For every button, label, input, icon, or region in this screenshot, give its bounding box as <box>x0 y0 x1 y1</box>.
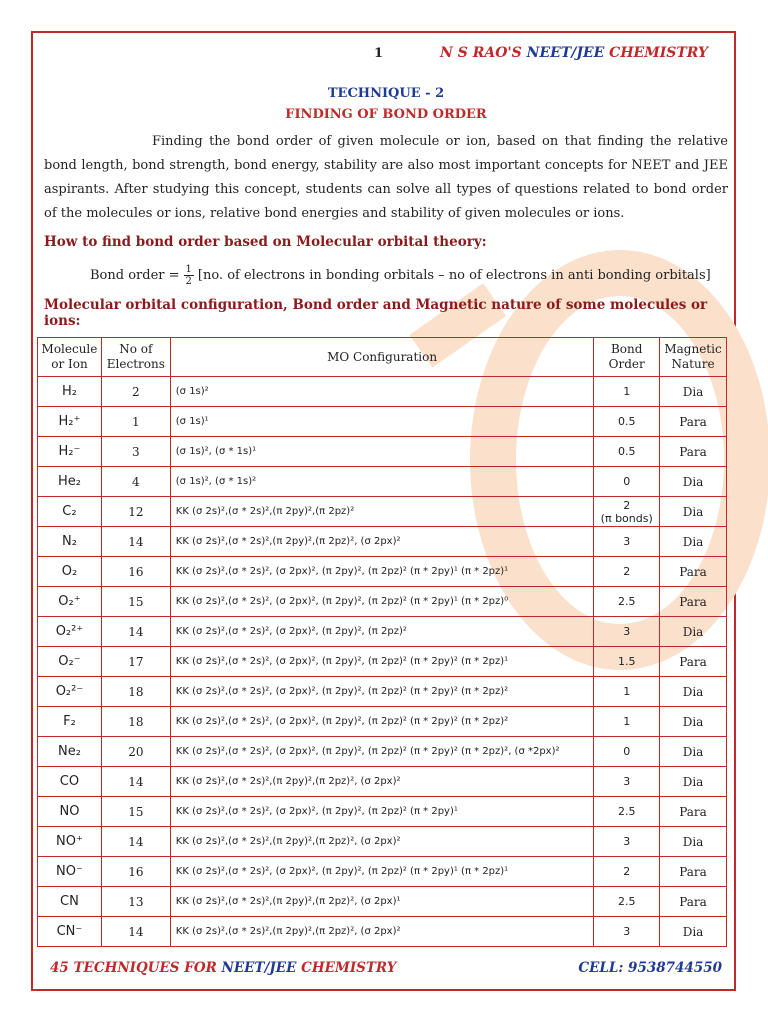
mo-configuration-cell-text: KK (σ 2s)²,(σ * 2s)², (σ 2px)², (π 2py)², (π 2pz)² (π * 2py)² (π * 2pz)² <box>175 716 509 727</box>
magnetic-nature-cell-text: Para <box>679 864 707 879</box>
table-row <box>38 557 727 587</box>
electrons-cell <box>101 917 170 947</box>
mo-table <box>37 337 727 947</box>
electrons-cell-text: 14 <box>128 534 144 549</box>
electrons-cell <box>101 527 170 557</box>
species-cell-text: Ne₂ <box>57 744 81 759</box>
electrons-cell <box>101 437 170 467</box>
magnetic-nature-cell <box>660 557 727 587</box>
mo-configuration-cell-text: KK (σ 2s)²,(σ * 2s)², (σ 2px)², (π 2py)², (π 2pz)² (π * 2py)² (π * 2pz)² <box>175 686 509 697</box>
species-cell <box>38 497 102 527</box>
table-row <box>38 737 727 767</box>
electrons-cell-text: 15 <box>128 804 144 819</box>
magnetic-nature-cell-text: Dia <box>682 744 704 759</box>
electrons-cell-text: 2 <box>132 384 140 399</box>
mo-configuration-cell-text: (σ 1s)¹ <box>175 416 209 427</box>
species-cell <box>38 707 102 737</box>
magnetic-nature-cell-text: Para <box>679 564 707 579</box>
magnetic-nature-cell-text: Dia <box>682 504 704 519</box>
mo-configuration-cell-text: KK (σ 2s)²,(σ * 2s)², (σ 2px)², (π 2py)², (π 2pz)² (π * 2py)¹ (π * 2pz)⁰ <box>175 596 509 607</box>
mo-configuration-cell <box>170 377 594 407</box>
mo-configuration-cell <box>170 467 594 497</box>
page-header <box>44 40 728 68</box>
species-cell-text: O₂²⁻ <box>55 684 84 699</box>
magnetic-nature-cell-text: Para <box>679 594 707 609</box>
bond-order-cell-text: 3 <box>623 775 631 788</box>
electrons-cell <box>101 407 170 437</box>
species-cell <box>38 737 102 767</box>
magnetic-nature-cell <box>660 917 727 947</box>
mo-configuration-cell-text: KK (σ 2s)²,(σ * 2s)², (σ 2px)², (π 2py)², (π 2pz)² (π * 2py)² (π * 2pz)¹ <box>175 656 509 667</box>
species-cell-text: NO⁻ <box>56 864 83 879</box>
mo-configuration-cell <box>170 797 594 827</box>
formula-fraction <box>184 264 194 287</box>
bond-order-cell <box>594 737 660 767</box>
bond-order-cell-text: 1 <box>623 715 631 728</box>
bond-order-cell <box>594 677 660 707</box>
magnetic-nature-cell <box>660 437 727 467</box>
bond-order-cell <box>594 797 660 827</box>
electrons-cell-text: 16 <box>128 864 144 879</box>
section-heading-table: Molecular orbital configuration, Bond order and Magnetic nature of some molecules or ions: <box>44 297 708 329</box>
footer-red-2: CHEMISTRY <box>296 960 397 976</box>
electrons-cell <box>101 737 170 767</box>
bond-order-cell-text: 2 <box>623 565 631 578</box>
formula-rhs: [no. of electrons in bonding orbitals – no of electrons in anti bonding orbitals] <box>197 268 711 283</box>
table-body <box>38 377 727 947</box>
bond-order-cell <box>594 527 660 557</box>
electrons-cell-text: 12 <box>128 504 144 519</box>
magnetic-nature-cell-text: Dia <box>682 384 704 399</box>
table-row <box>38 497 727 527</box>
fraction-numerator: 1 <box>185 264 192 275</box>
magnetic-nature-cell <box>660 617 727 647</box>
species-cell-text: N₂ <box>61 534 77 549</box>
magnetic-nature-cell <box>660 407 727 437</box>
brand-red-2: CHEMISTRY <box>604 45 708 61</box>
species-cell-text: CN⁻ <box>56 924 83 939</box>
mo-configuration-cell <box>170 887 594 917</box>
magnetic-nature-cell <box>660 497 727 527</box>
mo-configuration-cell <box>170 557 594 587</box>
mo-configuration-cell <box>170 617 594 647</box>
magnetic-nature-cell <box>660 797 727 827</box>
bond-order-cell-text: 1.5 <box>617 655 636 668</box>
mo-configuration-cell <box>170 407 594 437</box>
intro-paragraph: Finding the bond order of given molecule or ion, based on that finding the relative bond length, bond strength, bond energy, stability are also most important concepts for NEET and JEE aspirants. After studying this concept, students can solve all types of questions related to bond order of the molecules or ions, relative bond energies and stability of given molecules or ions. <box>44 134 728 221</box>
header-electrons: No of Electrons <box>101 338 170 377</box>
species-cell <box>38 557 102 587</box>
mo-configuration-cell-text: (σ 1s)² <box>175 386 209 397</box>
mo-configuration-cell-text: KK (σ 2s)²,(σ * 2s)², (σ 2px)², (π 2py)², (π 2pz)² (π * 2py)¹ <box>175 806 458 817</box>
species-cell <box>38 797 102 827</box>
mo-configuration-cell <box>170 857 594 887</box>
electrons-cell-text: 20 <box>128 744 144 759</box>
species-cell-text: C₂ <box>62 504 77 519</box>
electrons-cell-text: 16 <box>128 564 144 579</box>
bond-order-cell-text: 2.5 <box>617 595 636 608</box>
page-footer <box>50 960 722 976</box>
magnetic-nature-cell-text: Para <box>679 414 707 429</box>
species-cell <box>38 857 102 887</box>
species-cell-text: F₂ <box>63 714 76 729</box>
mo-configuration-cell-text: KK (σ 2s)²,(σ * 2s)²,(π 2py)²,(π 2pz)², (σ 2px)² <box>175 776 401 787</box>
electrons-cell-text: 18 <box>128 684 144 699</box>
electrons-cell <box>101 707 170 737</box>
magnetic-nature-cell-text: Dia <box>682 924 704 939</box>
bond-order-note: (π bonds) <box>600 511 653 525</box>
magnetic-nature-cell-text: Dia <box>682 714 704 729</box>
mo-configuration-cell-text: (σ 1s)², (σ * 1s)² <box>175 476 257 487</box>
technique-title: TECHNIQUE - 2 <box>327 86 445 101</box>
electrons-cell <box>101 827 170 857</box>
magnetic-nature-cell <box>660 707 727 737</box>
table-row <box>38 437 727 467</box>
brand-red: N S RAO'S <box>440 45 527 61</box>
species-cell <box>38 767 102 797</box>
mo-configuration-cell <box>170 737 594 767</box>
section-heading-method: How to find bond order based on Molecular orbital theory: <box>44 234 487 250</box>
electrons-cell <box>101 587 170 617</box>
electrons-cell-text: 14 <box>128 774 144 789</box>
bond-order-cell <box>594 827 660 857</box>
bond-order-cell-text: 0 <box>623 475 631 488</box>
bond-order-cell <box>594 557 660 587</box>
magnetic-nature-cell-text: Dia <box>682 684 704 699</box>
electrons-cell <box>101 767 170 797</box>
mo-configuration-cell-text: KK (σ 2s)²,(σ * 2s)²,(π 2py)²,(π 2pz)², (σ 2px)² <box>175 836 401 847</box>
electrons-cell <box>101 857 170 887</box>
electrons-cell <box>101 647 170 677</box>
magnetic-nature-cell <box>660 587 727 617</box>
bond-order-cell-text: 3 <box>623 535 631 548</box>
mo-configuration-cell <box>170 707 594 737</box>
bond-order-cell-text: 2.5 <box>617 895 636 908</box>
magnetic-nature-cell <box>660 767 727 797</box>
bond-order-cell <box>594 587 660 617</box>
bond-order-cell <box>594 767 660 797</box>
bond-order-cell-text: 3 <box>623 925 631 938</box>
bond-order-cell-text: 3 <box>623 625 631 638</box>
header-molecule: Molecule or Ion <box>38 338 102 377</box>
magnetic-nature-cell <box>660 677 727 707</box>
mo-configuration-cell-text: KK (σ 2s)²,(σ * 2s)²,(π 2py)²,(π 2pz)², (σ 2px)² <box>175 536 401 547</box>
header-mo-configuration: MO Configuration <box>170 338 594 377</box>
table-row <box>38 467 727 497</box>
species-cell-text: O₂²⁺ <box>55 624 84 639</box>
species-cell <box>38 527 102 557</box>
bond-order-cell-text: 1 <box>623 385 631 398</box>
electrons-cell-text: 4 <box>132 474 140 489</box>
formula-lhs: Bond order = <box>90 268 180 283</box>
mo-configuration-cell <box>170 587 594 617</box>
bond-order-cell-text: 2 <box>623 865 631 878</box>
species-cell-text: H₂⁻ <box>58 444 81 459</box>
bond-order-cell-text: 0.5 <box>617 415 636 428</box>
header-magnetic-nature: Magnetic Nature <box>660 338 727 377</box>
bond-order-cell <box>594 497 660 527</box>
table-row <box>38 707 727 737</box>
mo-configuration-cell-text: KK (σ 2s)²,(σ * 2s)², (σ 2px)², (π 2py)², (π 2pz)² <box>175 626 407 637</box>
bond-order-cell <box>594 467 660 497</box>
species-cell <box>38 887 102 917</box>
electrons-cell-text: 14 <box>128 924 144 939</box>
technique-subtitle: FINDING OF BOND ORDER <box>285 107 487 122</box>
species-cell <box>38 827 102 857</box>
species-cell <box>38 377 102 407</box>
bond-order-cell <box>594 437 660 467</box>
electrons-cell <box>101 797 170 827</box>
species-cell-text: H₂⁺ <box>58 414 81 429</box>
species-cell <box>38 617 102 647</box>
table-row <box>38 677 727 707</box>
magnetic-nature-cell <box>660 377 727 407</box>
footer-blue: NEET/JEE <box>221 960 297 976</box>
electrons-cell-text: 3 <box>132 444 140 459</box>
electrons-cell-text: 14 <box>128 624 144 639</box>
mo-configuration-cell <box>170 677 594 707</box>
page-content <box>41 40 728 947</box>
header-bond-order: Bond Order <box>594 338 660 377</box>
magnetic-nature-cell-text: Dia <box>682 774 704 789</box>
magnetic-nature-cell <box>660 737 727 767</box>
bond-order-cell-text: 0 <box>623 745 631 758</box>
magnetic-nature-cell-text: Dia <box>682 624 704 639</box>
table-row <box>38 917 727 947</box>
electrons-cell <box>101 467 170 497</box>
table-row <box>38 647 727 677</box>
magnetic-nature-cell <box>660 527 727 557</box>
bond-order-cell <box>594 617 660 647</box>
bond-order-cell-text: 1 <box>623 685 631 698</box>
electrons-cell-text: 13 <box>128 894 144 909</box>
mo-configuration-cell <box>170 527 594 557</box>
table-row <box>38 617 727 647</box>
mo-configuration-cell-text: KK (σ 2s)²,(σ * 2s)², (σ 2px)², (π 2py)², (π 2pz)² (π * 2py)² (π * 2pz)², (σ *2px)² <box>175 746 560 757</box>
page-number: 1 <box>374 46 384 61</box>
mo-configuration-cell <box>170 917 594 947</box>
magnetic-nature-cell-text: Para <box>679 894 707 909</box>
mo-configuration-cell-text: KK (σ 2s)²,(σ * 2s)²,(π 2py)²,(π 2pz)², (σ 2px)¹ <box>175 896 401 907</box>
magnetic-nature-cell-text: Para <box>679 804 707 819</box>
bond-order-formula <box>90 264 728 287</box>
bond-order-cell-text: 0.5 <box>617 445 636 458</box>
species-cell <box>38 917 102 947</box>
electrons-cell <box>101 887 170 917</box>
magnetic-nature-cell <box>660 887 727 917</box>
mo-configuration-cell-text: KK (σ 2s)²,(σ * 2s)²,(π 2py)²,(π 2pz)², (σ 2px)² <box>175 926 401 937</box>
electrons-cell <box>101 377 170 407</box>
species-cell-text: O₂⁻ <box>58 654 81 669</box>
species-cell-text: O₂ <box>61 564 78 579</box>
magnetic-nature-cell-text: Para <box>679 444 707 459</box>
fraction-denominator: 2 <box>185 276 192 287</box>
footer-left <box>50 960 396 976</box>
species-cell-text: NO⁺ <box>56 834 83 849</box>
bond-order-cell <box>594 857 660 887</box>
magnetic-nature-cell-text: Dia <box>682 834 704 849</box>
electrons-cell-text: 1 <box>132 414 140 429</box>
electrons-cell-text: 18 <box>128 714 144 729</box>
species-cell-text: H₂ <box>61 384 77 399</box>
bond-order-cell <box>594 887 660 917</box>
electrons-cell <box>101 677 170 707</box>
mo-configuration-cell <box>170 497 594 527</box>
magnetic-nature-cell <box>660 857 727 887</box>
species-cell <box>38 677 102 707</box>
mo-configuration-cell-text: KK (σ 2s)²,(σ * 2s)²,(π 2py)²,(π 2pz)² <box>175 506 355 517</box>
table-header-row <box>38 338 727 377</box>
table-row <box>38 887 727 917</box>
table-row <box>38 857 727 887</box>
bond-order-cell <box>594 917 660 947</box>
electrons-cell <box>101 497 170 527</box>
species-cell <box>38 437 102 467</box>
magnetic-nature-cell <box>660 467 727 497</box>
species-cell <box>38 647 102 677</box>
species-cell-text: He₂ <box>57 474 81 489</box>
footer-red: 45 TECHNIQUES FOR <box>50 960 222 976</box>
magnetic-nature-cell-text: Dia <box>682 474 704 489</box>
brand-blue: NEET/JEE <box>526 45 605 61</box>
electrons-cell <box>101 557 170 587</box>
bond-order-cell <box>594 377 660 407</box>
mo-configuration-cell <box>170 437 594 467</box>
species-cell <box>38 407 102 437</box>
species-cell <box>38 467 102 497</box>
mo-configuration-cell <box>170 767 594 797</box>
table-row <box>38 587 727 617</box>
table-row <box>38 827 727 857</box>
magnetic-nature-cell-text: Dia <box>682 534 704 549</box>
table-row <box>38 767 727 797</box>
footer-phone: CELL: 9538744550 <box>578 960 722 976</box>
electrons-cell-text: 17 <box>128 654 144 669</box>
species-cell <box>38 587 102 617</box>
magnetic-nature-cell <box>660 827 727 857</box>
mo-configuration-cell <box>170 647 594 677</box>
electrons-cell <box>101 617 170 647</box>
mo-configuration-cell-text: (σ 1s)², (σ * 1s)¹ <box>175 446 257 457</box>
bond-order-cell <box>594 707 660 737</box>
species-cell-text: CN <box>60 894 79 909</box>
magnetic-nature-cell-text: Para <box>679 654 707 669</box>
mo-configuration-cell-text: KK (σ 2s)²,(σ * 2s)², (σ 2px)², (π 2py)², (π 2pz)² (π * 2py)¹ (π * 2pz)¹ <box>175 566 509 577</box>
species-cell-text: CO <box>59 774 80 789</box>
electrons-cell-text: 14 <box>128 834 144 849</box>
bond-order-cell-text: 2 <box>623 498 631 512</box>
electrons-cell-text: 15 <box>128 594 144 609</box>
bond-order-cell <box>594 407 660 437</box>
species-cell-text: NO <box>59 804 80 819</box>
magnetic-nature-cell <box>660 647 727 677</box>
table-row <box>38 377 727 407</box>
bond-order-cell-text: 3 <box>623 835 631 848</box>
bond-order-cell-text: 2.5 <box>617 805 636 818</box>
table-row <box>38 527 727 557</box>
header-brand <box>440 45 708 61</box>
bond-order-cell <box>594 647 660 677</box>
table-row <box>38 797 727 827</box>
table-row <box>38 407 727 437</box>
mo-configuration-cell-text: KK (σ 2s)²,(σ * 2s)², (σ 2px)², (π 2py)², (π 2pz)² (π * 2py)¹ (π * 2pz)¹ <box>175 866 509 877</box>
mo-configuration-cell <box>170 827 594 857</box>
species-cell-text: O₂⁺ <box>58 594 81 609</box>
